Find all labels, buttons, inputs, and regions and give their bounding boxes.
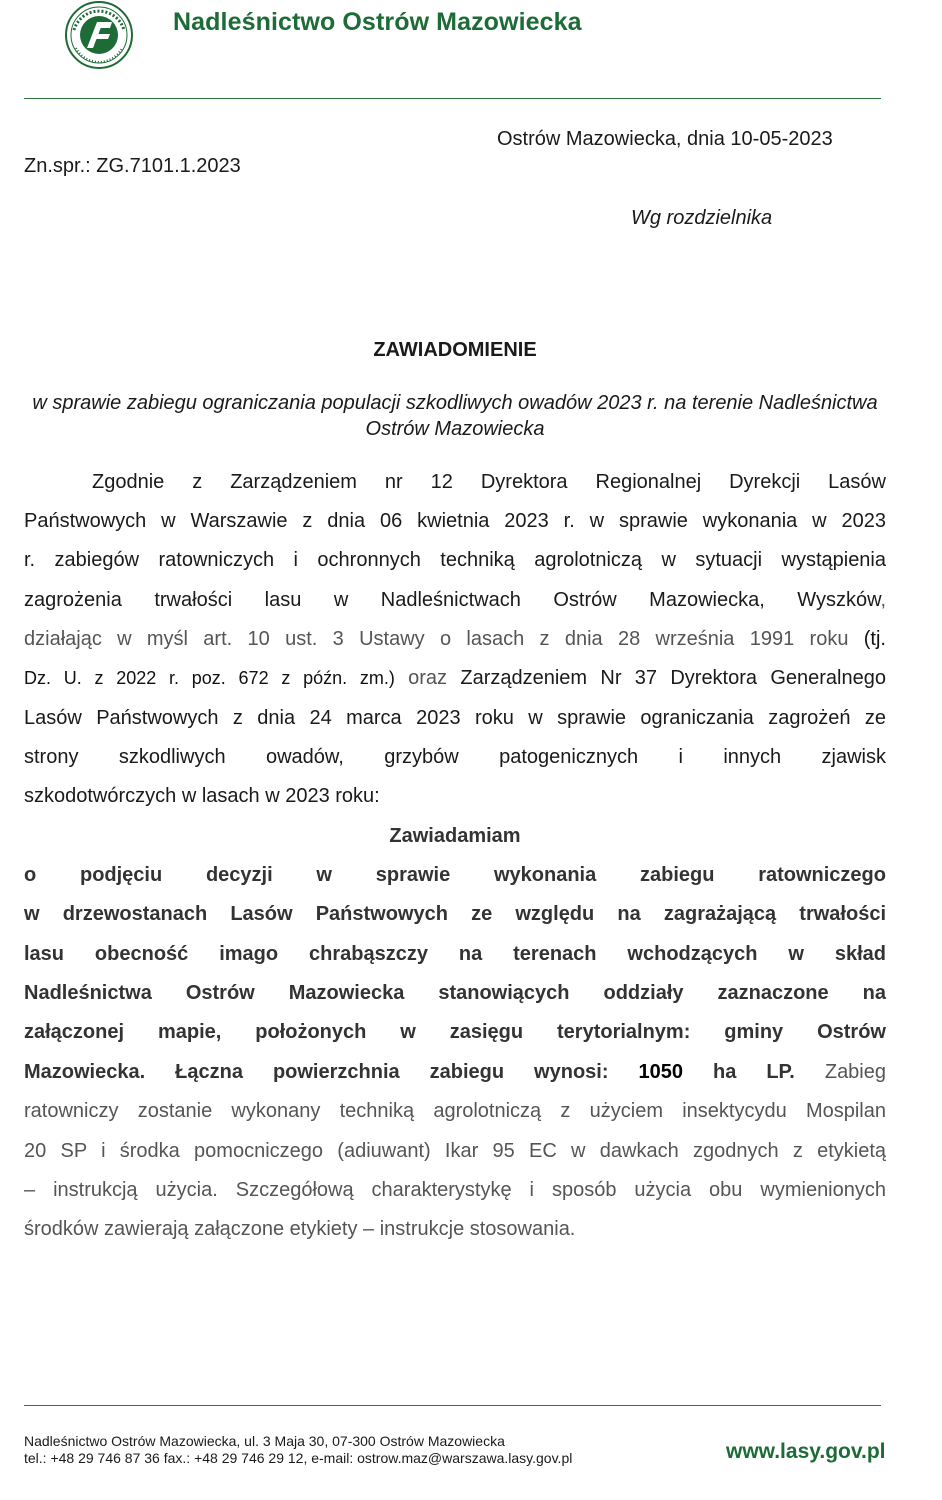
body-text: Zabieg: [794, 1061, 886, 1083]
body-line: Państwowych w Warszawie z dnia 06 kwietnia 2023 r. w sprawie wykonania w 2023: [24, 510, 886, 532]
body-line: r. zabiegów ratowniczych i ochronnych techniką agrolotniczą w sytuacji wystąpienia: [24, 549, 886, 571]
body-line: załączonej mapie, położonych w zasięgu terytorialnym: gminy Ostrów: [24, 1021, 886, 1043]
footer-divider: [24, 1405, 881, 1406]
body-line: ratowniczy zostanie wykonany techniką agrolotniczą z użyciem insektycydu Mospilan: [24, 1100, 886, 1122]
body-line: w drzewostanach Lasów Państwowych ze względu na zagrażającą trwałości: [24, 903, 886, 925]
organization-name: Nadleśnictwo Ostrów Mazowiecka: [173, 8, 582, 36]
body-text: Zarządzeniem Nr 37 Dyrektora Generalnego: [460, 667, 886, 689]
body-text: ,: [880, 589, 886, 611]
body-line: 20 SP i środka pomocniczego (adiuwant) Ikar 95 EC w dawkach zgodnych z etykietą: [24, 1140, 886, 1162]
area-value: 1050: [638, 1061, 683, 1083]
reference-number: Zn.spr.: ZG.7101.1.2023: [24, 155, 241, 177]
body-line: lasu obecność imago chrabąszczy na terenach wchodzących w skład: [24, 943, 886, 965]
footer-address: Nadleśnictwo Ostrów Mazowiecka, ul. 3 Maja 30, 07-300 Ostrów Mazowiecka: [24, 1433, 505, 1449]
body-line: [24, 1058, 886, 1086]
body-line: Lasów Państwowych z dnia 24 marca 2023 roku w sprawie ograniczania zagrożeń ze: [24, 707, 886, 729]
announcement-heading: Zawiadamiam: [389, 825, 521, 847]
lasy-panstwowe-logo: [62, 0, 136, 70]
body-line: [24, 625, 886, 653]
body-line: Nadleśnictwa Ostrów Mazowiecka stanowiących oddziały zaznaczone na: [24, 982, 886, 1004]
body-line: – instrukcją użycia. Szczegółową charakterystykę i sposób użycia obu wymienionych: [24, 1179, 886, 1201]
body-text: działając w myśl art. 10 ust. 3 Ustawy o lasach z dnia 28 września 1991 roku: [24, 628, 849, 650]
body-text: (tj.: [848, 628, 886, 650]
body-text: oraz: [394, 667, 461, 689]
body-text: zagrożenia trwałości lasu w Nadleśnictwach Ostrów Mazowiecka, Wyszków: [24, 589, 881, 611]
body-line: strony szkodliwych owadów, grzybów patogenicznych i innych zjawisk: [24, 746, 886, 768]
body-line: [24, 664, 886, 692]
body-text: Mazowiecka. Łączna powierzchnia zabiegu wynosi:: [24, 1061, 639, 1083]
legal-citation: Dz. U. z 2022 r. poz. 672 z późn. zm.): [24, 668, 395, 688]
tree-emblem-icon: [62, 0, 136, 70]
body-line: o podjęciu decyzji w sprawie wykonania zabiegu ratowniczego: [24, 864, 886, 886]
header-divider: [24, 98, 881, 99]
date-line: Ostrów Mazowiecka, dnia 10-05-2023: [497, 128, 833, 150]
website-link[interactable]: www.lasy.gov.pl: [726, 1440, 886, 1463]
body-text: ha LP.: [683, 1061, 795, 1083]
addressee: Wg rozdzielnika: [631, 207, 773, 229]
body-line: [24, 586, 886, 614]
document-subject: w sprawie zabiegu ograniczania populacji szkodliwych owadów 2023 r. na terenie Nadleśnictwa Ostrów Mazowiecka: [32, 392, 878, 440]
footer-contact: tel.: +48 29 746 87 36 fax.: +48 29 746 29 12, e-mail: ostrow.maz@warszawa.lasy.gov.pl: [24, 1450, 573, 1466]
body-line: szkodotwórczych w lasach w 2023 roku:: [24, 785, 380, 807]
document-title: ZAWIADOMIENIE: [373, 339, 537, 361]
body-line: środków zawierają załączone etykiety – instrukcje stosowania.: [24, 1218, 576, 1240]
body-line: Zgodnie z Zarządzeniem nr 12 Dyrektora Regionalnej Dyrekcji Lasów: [92, 471, 886, 493]
